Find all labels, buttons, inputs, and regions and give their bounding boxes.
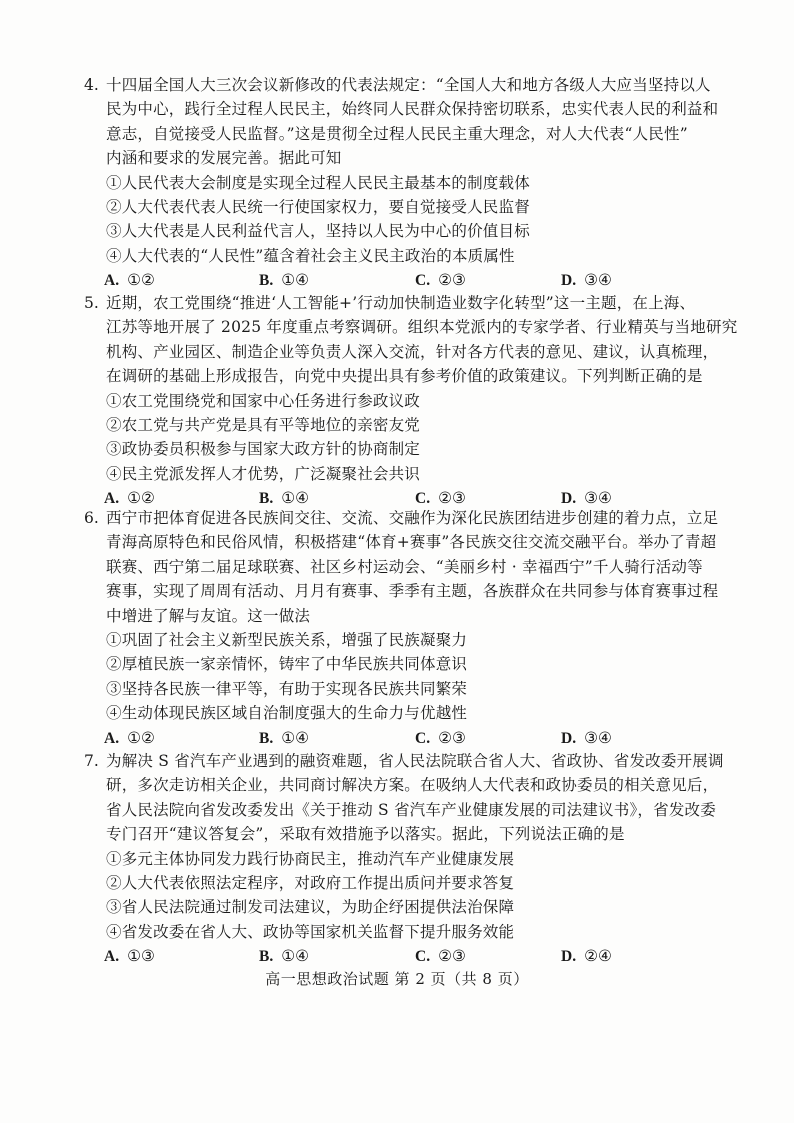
question-stem-line: 联赛、西宁第二届足球联赛、社区乡村运动会、“美丽乡村 · 幸福西宁”千人骑行活动等 <box>106 557 703 576</box>
question-7 <box>84 749 724 969</box>
question-number: 4. <box>84 76 99 94</box>
statement-option: ②人大代表依照法定程序，对政府工作提出质问并要求答复 <box>106 873 515 892</box>
statement-option: ④省发改委在省人大、政协等国家机关监督下提升服务效能 <box>106 922 515 941</box>
statement-option: ③省人民法院通过制发司法建议，为助企纾困提供法治保障 <box>106 898 515 917</box>
question-stem-line: 内涵和要求的发展完善。据此可知 <box>106 149 342 168</box>
question-stem-line: 专门召开“建议答复会”，采取有效措施予以落实。据此，下列说法正确的是 <box>106 825 625 844</box>
statement-option: ②人大代表代表人民统一行使国家权力，要自觉接受人民监督 <box>106 197 530 216</box>
question-stem-line: 机构、产业园区、制造企业等负责人深入交流，针对各方代表的意见、建议，认真梳理， <box>106 342 719 361</box>
question-4 <box>84 73 719 293</box>
statement-option: ①农工党围绕党和国家中心任务进行参政议政 <box>106 391 421 410</box>
answer-choice-c: C. ②③ <box>415 728 466 747</box>
question-body <box>104 291 738 511</box>
question-stem-line: 在调研的基础上形成报告，向党中央提出具有参考价值的政策建议。下列判断正确的是 <box>106 367 703 386</box>
statement-option: ①多元主体协同发力践行协商民主，推动汽车产业健康发展 <box>106 849 515 868</box>
question-body <box>104 506 719 751</box>
answer-choice-d: D. ③④ <box>561 489 612 508</box>
question-stem-line: 西宁市把体育促进各民族间交往、交流、交融作为深化民族团结进步创建的着力点，立足 <box>106 509 719 527</box>
statement-option: ④民主党派发挥人才优势，广泛凝聚社会共识 <box>106 464 421 483</box>
answer-choice-d: D. ③④ <box>561 271 612 290</box>
question-body <box>104 749 724 969</box>
answer-choice-a: A. ①② <box>104 489 155 508</box>
statement-option: ④生动体现民族区域自治制度强大的生命力与优越性 <box>106 704 468 723</box>
question-number: 5. <box>84 294 99 312</box>
answer-choice-b: B. ①④ <box>259 728 310 747</box>
question-number: 6. <box>84 509 99 527</box>
answer-choice-c: C. ②③ <box>415 489 466 508</box>
question-stem-line: 省人民法院向省发改委发出《关于推动 S 省汽车产业健康发展的司法建议书》，省发改委 <box>106 800 716 819</box>
question-stem-line: 青海高原特色和民俗风情，积极搭建“体育+赛事”各民族交往交流交融平台。举办了青超 <box>106 533 717 552</box>
question-stem-line: 江苏等地开展了 2025 年度重点考察调研。组织本党派内的专家学者、行业精英与当地研究 <box>106 318 738 337</box>
statement-option: ②农工党与共产党是具有平等地位的亲密友党 <box>106 415 421 434</box>
answer-choice-c: C. ②③ <box>415 947 466 966</box>
question-number: 7. <box>84 752 99 770</box>
statement-option: ③政协委员积极参与国家大政方针的协商制定 <box>106 440 421 459</box>
question-stem-line: 研，多次走访相关企业，共同商讨解决方案。在吸纳人大代表和政协委员的相关意见后， <box>106 776 719 795</box>
answer-choices <box>104 944 714 969</box>
statement-option: ③人大代表是人民利益代言人，坚持以人民为中心的价值目标 <box>106 222 530 241</box>
question-stem-line: 为解决 S 省汽车产业遇到的融资难题，省人民法院联合省人大、省政协、省发改委开展调 <box>106 752 724 770</box>
answer-choices <box>104 268 714 293</box>
statement-option: ①人民代表大会制度是实现全过程人民民主最基本的制度载体 <box>106 173 530 192</box>
question-stem-line: 意志，自觉接受人民监督。”这是贯彻全过程人民民主重大理念，对人大代表“人民性” <box>106 124 688 143</box>
answer-choice-b: B. ①④ <box>259 271 310 290</box>
question-stem-line: 近期，农工党围绕“推进‘人工智能+’行动加快制造业数字化转型”这一主题，在上海、 <box>106 294 696 312</box>
question-stem-line: 赛事，实现了周周有活动、月月有赛事、季季有主题，各族群众在共同参与体育赛事过程 <box>106 582 719 601</box>
question-stem-line: 中增进了解与友谊。这一做法 <box>106 606 311 625</box>
answer-choices <box>104 726 714 751</box>
statement-option: ②厚植民族一家亲情怀，铸牢了中华民族共同体意识 <box>106 655 468 674</box>
page-footer: 高一思想政治试题 第 2 页（共 8 页） <box>265 970 529 988</box>
answer-choice-b: B. ①④ <box>259 947 310 966</box>
answer-choice-b: B. ①④ <box>259 489 310 508</box>
answer-choice-a: A. ①② <box>104 728 155 747</box>
question-stem-line: 民为中心，践行全过程人民民主，始终同人民群众保持密切联系，忠实代表人民的利益和 <box>106 100 719 119</box>
statement-option: ①巩固了社会主义新型民族关系，增强了民族凝聚力 <box>106 630 468 649</box>
answer-choice-a: A. ①③ <box>104 947 155 966</box>
question-5 <box>84 291 738 511</box>
question-stem-line: 十四届全国人大三次会议新修改的代表法规定：“全国人大和地方各级人大应当坚持以人 <box>106 76 711 94</box>
answer-choice-d: D. ②④ <box>561 947 612 966</box>
statement-option: ③坚持各民族一律平等，有助于实现各民族共同繁荣 <box>106 679 468 698</box>
answer-choice-d: D. ③④ <box>561 728 612 747</box>
question-body <box>104 73 719 293</box>
answer-choice-a: A. ①② <box>104 271 155 290</box>
statement-option: ④人大代表的“人民性”蕴含着社会主义民主政治的本质属性 <box>106 246 515 265</box>
answer-choice-c: C. ②③ <box>415 271 466 290</box>
question-6 <box>84 506 719 751</box>
